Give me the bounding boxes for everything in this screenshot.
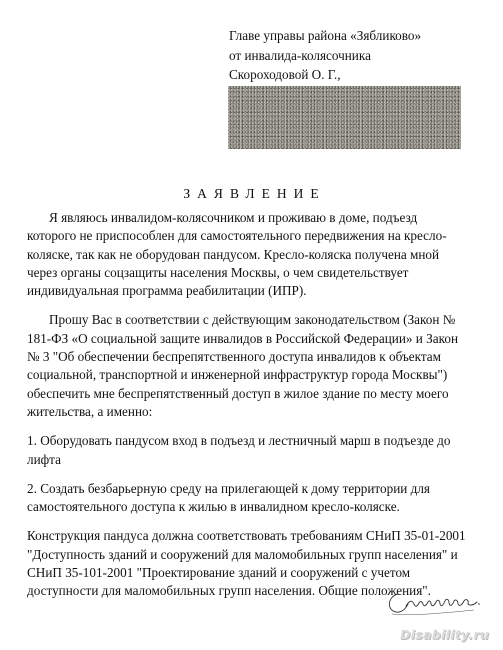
document-body — [27, 209, 467, 612]
handwritten-signature — [384, 586, 484, 618]
addressee-name: Скороходовой О. Г., — [229, 67, 341, 82]
list-item-ramp: 1. Оборудовать пандусом вход в подъезд и лестничный марш в подъезде до лифта — [27, 433, 451, 467]
paragraph-request: Прошу Вас в соответствии с действующим законодательством (Закон № 181-ФЗ «О социальной защите инвалидов в Российской Федерации» и Закон № 3 "Об обеспечении беспрепятственного доступа инвалидов к объектам социальной, транспортной и инженерной инфраструктур города Москвы") обеспечить мне беспрепятственный доступ в жилое здание по месту моего жительства, а именно: — [27, 312, 459, 419]
redacted-address-block — [228, 86, 461, 149]
watermark-text: Disability.ru — [400, 627, 490, 642]
document-title: ЗАЯВЛЕНИЕ — [183, 186, 326, 201]
addressee-from: от инвалида-колясочника — [229, 47, 371, 63]
paragraph-requirements: Конструкция пандуса должна соответствовать требованиям СНиП 35-01-2001 "Доступность зданий и сооружений для маломобильных групп населения" и СНиП 35-101-2001 "Проектирование зданий и сооружений с учетом доступности для маломобильных групп населения. Общие положения". — [27, 528, 466, 599]
addressee-recipient: Главе управы района «Зябликово» — [229, 28, 422, 43]
list-item-barrier-free: 2. Создать безбарьерную среду на прилегающей к дому территории для самостоятельного доступа к жилью в инвалидном кресло-коляске. — [27, 480, 430, 515]
addressee-block — [229, 26, 499, 85]
paragraph-situation: Я являюсь инвалидом-колясочником и проживаю в доме, подъезд которого не приспособлен для самостоятельного передвижения на кресло-коляске, так как не оборудован пандусом. Кресло-коляска получена мной через органы соцзащиты населения Москвы, о чем свидетельствует индивидуальная программа реабилитации (ИПР). — [27, 210, 447, 299]
